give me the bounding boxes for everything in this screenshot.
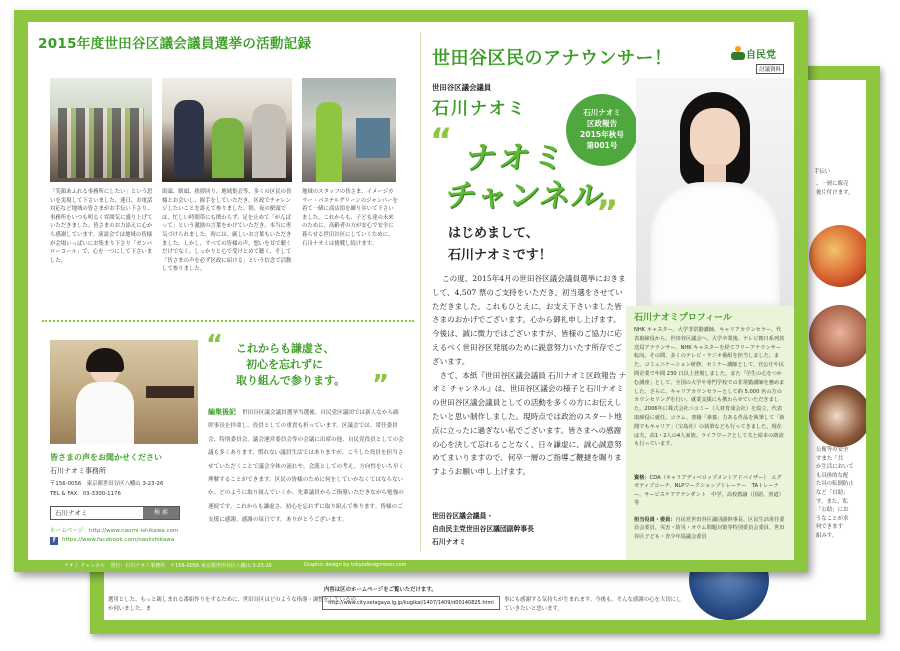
front-sheet-page <box>28 22 794 560</box>
council-portrait-photo <box>50 340 198 444</box>
back-circle-photo-1 <box>809 225 866 287</box>
caption-staff: 地域のスタッフの皆さま、イメージカラー・パステルグリーンのジャンパーを着て一緒に商店街を練り歩いて下さいました。これからも、子ども達の未来のために、高齢者の方が安心で安全に暮らせる世田谷区にしていくために、石川ナオミは挑戦し続けます。 <box>302 189 398 247</box>
back-url-box[interactable]: http://www.city.setagaya.lg.jp/kugikai/1407/1409/d00140825.html <box>322 596 500 610</box>
contact-address: 〒156-0056 東京都世田谷区八幡山 3-23-26 <box>50 481 164 487</box>
contact-tel: TEL & FAX：03-3300-1176 <box>50 491 121 497</box>
handshake-photo <box>162 78 292 182</box>
open-quote-icon: “ <box>206 330 224 360</box>
party-logo-icon <box>731 46 745 60</box>
badge-line-3: 2015年秋号 <box>580 130 624 139</box>
posts-text: 自民党世田谷区議団副幹事長、区民生活常任委員会委員、災害・防災・オウム問題対策等特別委員会委員、世田谷区子ども・青少年協議会委員 <box>634 517 785 540</box>
section-divider <box>42 320 414 322</box>
search-box[interactable] <box>50 506 180 520</box>
postscript-block <box>208 406 404 528</box>
back-side-snippet-2: 公衛等の安全 すまた「共 か生活において も具体的な配 た具の転倒防止 など「自助」 す。また、私 「公助」にお うなことが求 何できます 組みす。 <box>816 447 854 539</box>
quote-line-3: 取り組んで参ります。 <box>236 374 346 387</box>
back-circle-photo-3 <box>809 385 866 447</box>
greeting-line-2: 石川ナオミです！ <box>448 248 552 263</box>
sign-line-2: 自由民主党世田谷区議団副幹事長 <box>432 525 534 533</box>
profile-posts <box>634 516 786 541</box>
report-body: この度、2015年4月の世田谷区議会議員選挙におきまして、4,507 票のご支持をいただき、初当選をさせていただきました。これもひとえに、お支え下さいました皆さまのおかげでございます。心から御礼申し上げます。今後は、誠に微力ではございますが、皆様のご協力に応えるべく世田谷区発展のために鋭意努力いたす所存でございます。 さて、本紙『世田谷区議会議員 石川ナオミ区政報告 ナオミ チャンネル』は、世田谷区議会の様子と石川ナオミの世田谷区議会議員としての活動を多くの方にお伝えしたいと思い制作しました。現時点では政治のスタート地点に立ったに過ぎない私でございます。皆さまへの感謝の心を決して忘れることなく、日々謙虚に、誠心誠意努めてまいりますので、何卒一層のご指導ご鞭撻を賜りますようお願い申し上げます。 <box>432 274 627 477</box>
profile-title: 石川ナオミプロフィール <box>634 313 732 323</box>
back-left-text: 選用とした、もっと親しまれる番組作りをするために、世田谷区はどのような指導・調整をしているのか伺いました。ま <box>108 597 356 612</box>
sign-line-1: 世田谷区議会議員・ <box>432 512 494 520</box>
facebook-icon: f <box>50 537 58 545</box>
party-logo-text: 自民党 <box>746 50 776 61</box>
channel-open-quote-icon: “ <box>430 121 453 161</box>
postscript-label: 編集後記 <box>208 408 236 416</box>
search-button[interactable]: 検 索 <box>143 507 179 519</box>
sign-line-3: 石川ナオミ <box>432 538 466 546</box>
back-top-right-snippet: 手伝い <box>814 169 831 175</box>
badge-line-4: 第001号 <box>586 141 618 150</box>
channel-title-line-1: ナオミ <box>462 140 570 176</box>
main-portrait-photo <box>636 78 794 306</box>
homepage-link[interactable]: ホームページ：http://www.naomi-ishikawa.com <box>50 528 179 534</box>
street-campaign-photo <box>302 78 396 182</box>
badge-line-1: 石川ナオミ <box>583 108 621 117</box>
quote-line-1: これからも謙虚さ、 <box>236 342 335 355</box>
profile-qualifications <box>634 474 786 508</box>
posts-label: 担当役員・委員： <box>634 517 676 523</box>
back-right-text: 事にも感謝する気持ちが生まれます。今後も、そんな感謝の心を大切にしていきたいと思います。 <box>504 597 682 612</box>
front-sheet <box>14 10 808 572</box>
caption-street: 街頭、駅頭、挨拶回り、地域集会等、多くの区民の皆様とお会いし、握手をしていただき、区政でチャレンジしたいことを訴えて参りました。朝、夜の駅頭では、忙しい時間帯にも関わらず、足を止めて「がんばって」という激励の言葉をかけていただき、本当に勇気づけられました。時には、厳しいお言葉もいただきました。しかし、すべての皆様の声、想いを耳で聴くだけでなく、しっかりと心で受けとめて聴く、そして「皆さまの声を必ず区政に届ける」という信念で活動して参りました。 <box>162 189 292 273</box>
profile-panel <box>626 306 794 560</box>
footer-right: Graphic design by tokyodesignroom.com <box>304 562 407 568</box>
issue-badge <box>566 94 638 166</box>
announcer-title: 世田谷区民のアナウンサー！ <box>432 48 673 69</box>
office-group-photo <box>50 78 152 182</box>
greeting-line-1: はじめまして、 <box>448 226 539 241</box>
channel-title-line-2: チャンネル <box>442 178 607 214</box>
contact-title: 皆さまの声をお聞かせください <box>50 453 162 462</box>
facebook-link[interactable]: https://www.facebook.com/naoiishikawa <box>62 537 175 543</box>
caption-office: 「笑顔あふれる事務所にしたい」という思いを実現して下さいました。連日、お電話対応など地域の皆さまがお手伝い下さり、事務所をいつも明るく雰囲気に盛り上げていただきました。皆さまのお力添えに心から感謝しています。演説会では地域の皆様が会場いっぱいにお集まり下さり「ガンバローコール」で、心を一つにして下さいました。 <box>50 189 153 264</box>
back-url-note: 内容は区のホームページをご覧いただけます。 <box>324 587 437 593</box>
column-divider <box>420 32 421 552</box>
contact-office: 石川ナオミ事務所 <box>50 467 106 475</box>
activity-title: 2015年度世田谷区議会議員選挙の活動記録 <box>38 36 312 52</box>
party-sub-label: 討議資料 <box>756 64 784 74</box>
channel-close-quote-icon: ” <box>596 193 619 233</box>
postscript-text: 世田谷区議会議員選挙当選後、自民党区議団では新人なから副幹事長を拝命し、役員としての重責も担っています。区議会では、常任委員会、特別委員会、議会運営委員会等の会議に出席の他、自民党役員としての会議も多くあります。慣れない議員生活ではありますが、こうした役員を担当させていただくことで議会全体の流れや、会派としての考え、方向性をいち早く理解することができます。区民の皆様のために何をしていかなくてはならないか、どのように取り組んでいくか、先輩議員からご指導いただきながら勉強の連続です。これからも謙虚さ、初心を忘れずに取り組んで参ります。皆様のご支援に感謝、感謝の毎日です。ありがとうございます。 <box>208 410 405 524</box>
qualifications-text: CDA（キャリアディベロップメントアドバイザー） エグゼティブコーチ、NLPワークショップトレーナー TAトレーナー、サービスケアアテンダント 中学、高校教諭（国語、書道）等 <box>634 475 784 507</box>
qualifications-label: 資格： <box>634 475 650 481</box>
search-label: 石川ナオミ <box>55 509 88 517</box>
quote-line-2: 初心を忘れずに <box>246 358 323 371</box>
report-role: 世田谷区議会議員 <box>432 83 492 92</box>
badge-line-2: 区政報告 <box>586 119 618 128</box>
back-circle-photo-2 <box>809 305 866 367</box>
back-side-snippet-1: 、一層に販売 後片付けます。 <box>816 181 854 196</box>
report-name: 石川ナオミ <box>432 99 527 119</box>
footer-left: ナオミ チャンネル 発行：石川ナオミ事務所 〒156-0056 東京都世田谷区八幡山 3-23-26 <box>64 563 272 569</box>
profile-text: NHK キャスター、大学非常勤講師、キャリアカウンセラー、代表取締役から、世田谷区議会へ。大学卒業後、テレビ朝日系列放送局アナウンサー、NHK キャスターを経てフリーアナウンサー転向。その間、多くのテレビ・ラジオ番組を担当しました。また、コミュニケーション研修、セミナー講師として、官公庁や民間企業で年間 230 日以上登壇しました。また「学生の心をつかむ講座」として、全国の大学や専門学校での非常勤講師を務めました。さらに、キャリアカウンセラーとして約 5,000 名の方のカウンセリングを行い、就業支援にも携わらせていただきました。2006年に株式会社ニコミー（人材育成会社）を設立、代表取締役に就任。コラム、書籍「素養」力ある作品を執筆して「新聞でもキャリア」（宝島社）の執筆なども行ってきました。現在は夫、高1・2人の4人家族。ライフワークとして夫と絵本の朗読も行っています。 <box>634 327 785 448</box>
close-quote-icon: ” <box>372 370 390 400</box>
